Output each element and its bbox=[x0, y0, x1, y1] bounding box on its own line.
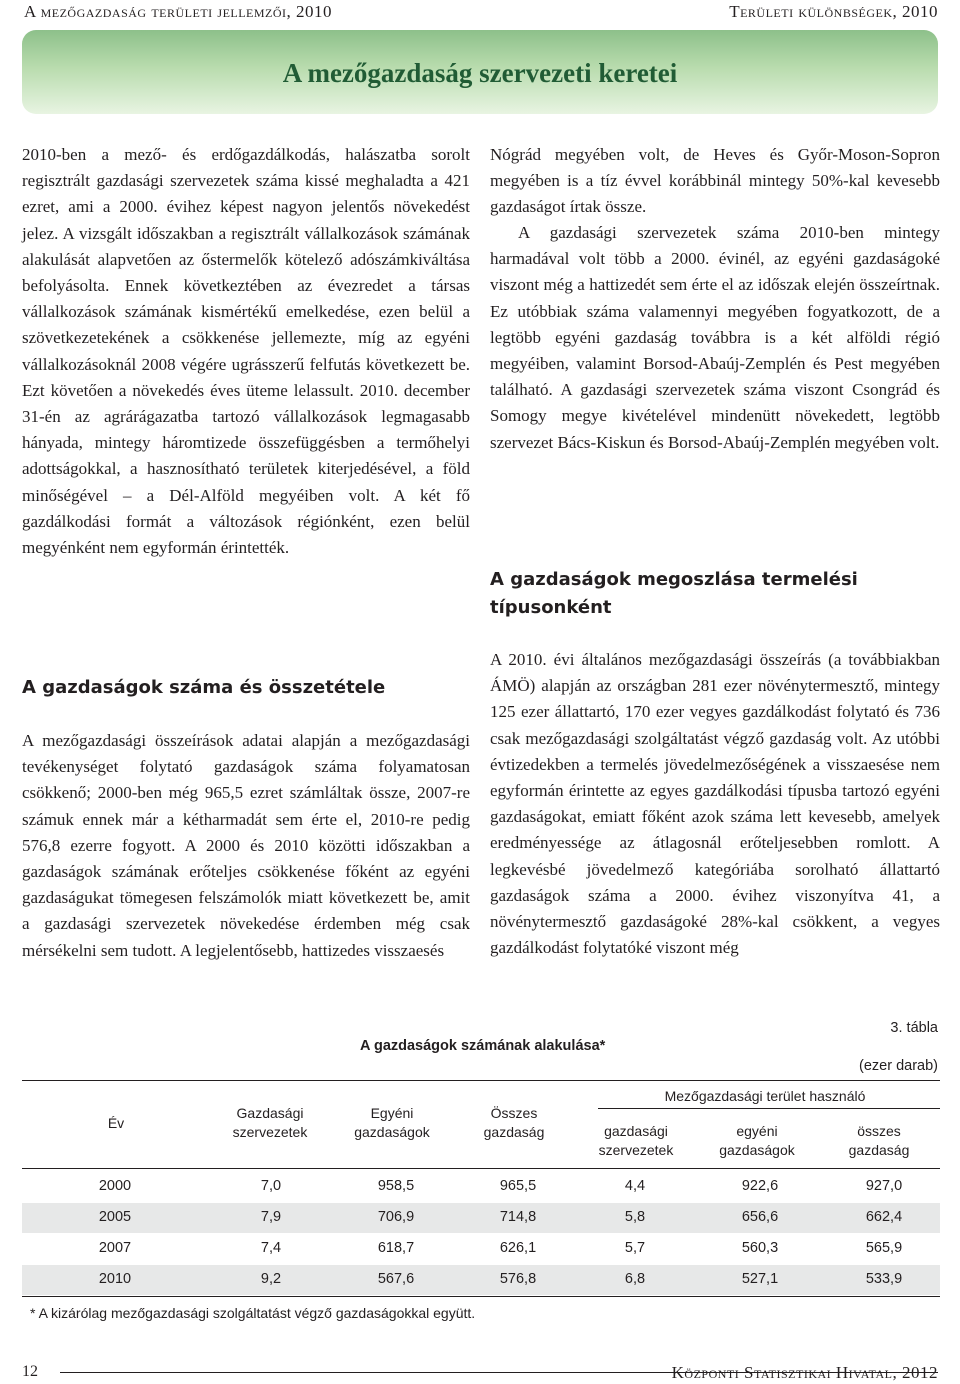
table-group-rule bbox=[598, 1108, 940, 1109]
cell-total: 965,5 bbox=[499, 1178, 537, 1194]
cell-land-org: 4,4 bbox=[624, 1178, 646, 1194]
cell-org: 9,2 bbox=[260, 1271, 282, 1287]
page-number: 12 bbox=[22, 1363, 38, 1380]
col-header-gazdasagi-szervezetek: Gazdasági szervezetek bbox=[232, 1105, 308, 1140]
table-title: A gazdaságok számának alakulása* bbox=[360, 1038, 606, 1054]
cell-land-ind: 560,3 bbox=[741, 1240, 779, 1256]
col-group-header: Mezőgazdasági terület használó bbox=[664, 1088, 866, 1104]
cell-land-total: 565,9 bbox=[865, 1240, 903, 1256]
cell-year: 2000 bbox=[98, 1178, 132, 1194]
table-number: 3. tábla bbox=[890, 1020, 938, 1036]
section-title: A mezőgazdaság szervezeti keretei bbox=[282, 58, 678, 88]
cell-org: 7,0 bbox=[260, 1178, 282, 1194]
table-row bbox=[22, 1234, 940, 1264]
section-title-band bbox=[22, 30, 938, 114]
table-header-rule bbox=[22, 1168, 940, 1169]
table-row bbox=[22, 1203, 940, 1233]
cell-land-total: 533,9 bbox=[865, 1271, 903, 1287]
subcol-header-gazdasagi-szervezetek: gazdasági szervezetek bbox=[598, 1123, 674, 1158]
cell-land-total: 662,4 bbox=[865, 1209, 903, 1225]
cell-org: 7,4 bbox=[260, 1240, 282, 1256]
table-unit: (ezer darab) bbox=[859, 1058, 938, 1074]
cell-ind: 567,6 bbox=[377, 1271, 415, 1287]
cell-ind: 706,9 bbox=[377, 1209, 415, 1225]
cell-year: 2005 bbox=[98, 1209, 132, 1225]
cell-land-ind: 527,1 bbox=[741, 1271, 779, 1287]
cell-total: 714,8 bbox=[499, 1209, 537, 1225]
gazdasagok-szama-paragraph: A mezőgazdasági összeírások adatai alapján a mezőgazdasági tevékenységet folytató gazdaságok száma folyamatosan csökkenő; 2000-ben még 965,5 ezret számláltak össze, 2007-re számuk ennek már a kétharmadát sem érte el, 2010-re pedig 576,8 ezerre fogyott. A 2000 és 2010 közötti időszakban a gazdaságok számának erőteljes csökkenése főként az egyéni gazdaságukat tömegesen felszámolók miatt következett be, amit a gazdasági szervezetek növekedése érdemben még csak mérsékelni sem tudott. A legjelentősebb, hattizedes visszaesés bbox=[22, 731, 470, 960]
table-bottom-rule bbox=[22, 1296, 940, 1297]
col-header-osszes-gazdasag: Összes gazdaság bbox=[483, 1105, 545, 1140]
cell-total: 626,1 bbox=[499, 1240, 537, 1256]
table-footnote: * A kizárólag mezőgazdasági szolgáltatást végző gazdaságokkal együtt. bbox=[30, 1305, 476, 1321]
publisher-line: Központi Statisztikai Hivatal, 2012 bbox=[671, 1363, 938, 1382]
running-header-left: A mezőgazdaság területi jellemzői, 2010 bbox=[24, 2, 333, 21]
cell-land-total: 927,0 bbox=[865, 1178, 903, 1194]
cell-year: 2010 bbox=[98, 1271, 132, 1287]
cell-org: 7,9 bbox=[260, 1209, 282, 1225]
subcol-header-egyeni-gazdasagok: egyéni gazdaságok bbox=[719, 1123, 795, 1158]
table-row bbox=[22, 1265, 940, 1295]
running-header-right: Területi különbségek, 2010 bbox=[729, 2, 938, 21]
gazdasagi-szervezetek-paragraph: A gazdasági szervezetek száma 2010-ben mintegy harmadával volt több a 2000. évinél, az egyéni gazdaságoké viszont még a hattizedét sem érte el az időszak elején összeírtnak. Ez utóbbiak száma valamennyi megyében fogyatkozott, de a legtöbb egyéni gazdaság továbbra is a két alföldi régió megyéiben, valamint Borsod-Abaúj-Zemplén és Pest megyében található. A gazdasági szervezetek száma viszont Csongrád és Somogy megye kivételével mindenütt növekedett, legtöbb szervezet Bács-Kiskun és Borsod-Abaúj-Zemplén megyében volt. bbox=[490, 223, 940, 452]
cell-year: 2007 bbox=[98, 1240, 132, 1256]
intro-paragraph: 2010-ben a mező- és erdőgazdálkodás, halászatba sorolt regisztrált gazdasági szervezetek száma kissé meghaladta a 421 ezret, ami a 2000. évihez képest nagyon jelentős növekedést jelez. A vizsgált időszakban a regisztrált vállalkozások számának alakulását alapvetően az őstermelők kötelező adószámkiváltása befolyásolta. Ennek következtében az évezredet a társas vállalkozások számának kismértékű emelkedése, ezen belül a szövetkezetekének a csökkenése jellemezte, míg az egyéni vállalkozásoknál 2008 végére ugrásszerű felfutás következett be. Ezt követően a növekedés éves üteme lelassult. 2010. december 31-én az agrárágazatba tartozó vállalkozások legmagasabb hányada, mintegy háromtizede összefüggésben a termőhelyi adottságokkal, a hasznosítható területek kiterjedésével, a föld minőségével – a Dél-Alföld megyéiben volt. A két fő gazdálkodási formát a változások régiónként, ezen belül megyénként nem egyformán érintették. bbox=[22, 145, 470, 558]
cell-ind: 958,5 bbox=[377, 1178, 415, 1194]
cell-land-ind: 922,6 bbox=[741, 1178, 779, 1194]
nograd-paragraph: Nógrád megyében volt, de Heves és Győr-Moson-Sopron megyében is a tíz évvel korábbinál mintegy 50%-kal kevesebb gazdaságot írtak össze. bbox=[490, 145, 940, 217]
cell-land-org: 5,8 bbox=[624, 1209, 646, 1225]
amo-paragraph: A 2010. évi általános mezőgazdasági összeírás (a továbbiakban ÁMÖ) alapján az országban 281 ezer növénytermesztő, mintegy 125 ezer állattartó, 170 ezer vegyes gazdálkodást folytató és 736 csak mezőgazdasági szolgáltatást végző gazdaság volt. Az utóbbi évtizedekben a termelés jövedelmezőségének a visszaesése nem egyformán érintette az egyes gazdálkodási típusba tartozó egyéni gazdaságokat, emiatt főként azok száma lett kevesebb, amelyek eredményessége az átlagosnál erőteljesebben romlott. A legkevésbé jövedelmező kategóriába sorolható állattartó gazdaságok száma a 2000. évihez viszonyítva 41, a növénytermesztő gazdaságoké 28%-kal csökkent, a vegyes gazdálkodást folytatóké viszont még bbox=[490, 650, 940, 958]
cell-land-ind: 656,6 bbox=[741, 1209, 779, 1225]
cell-ind: 618,7 bbox=[377, 1240, 415, 1256]
subcol-header-osszes-gazdasag: összes gazdaság bbox=[848, 1123, 910, 1158]
cell-total: 576,8 bbox=[499, 1271, 537, 1287]
cell-land-org: 6,8 bbox=[624, 1271, 646, 1287]
col-header-year: Év bbox=[107, 1115, 125, 1131]
table-top-rule bbox=[22, 1080, 940, 1081]
heading-megoszlas: A gazdaságok megoszlása termelési típusonként bbox=[490, 569, 858, 618]
heading-gazdasagok-szama: A gazdaságok száma és összetétele bbox=[22, 677, 386, 698]
table-row bbox=[22, 1172, 940, 1202]
col-header-egyeni-gazdasagok: Egyéni gazdaságok bbox=[354, 1105, 430, 1140]
cell-land-org: 5,7 bbox=[624, 1240, 646, 1256]
